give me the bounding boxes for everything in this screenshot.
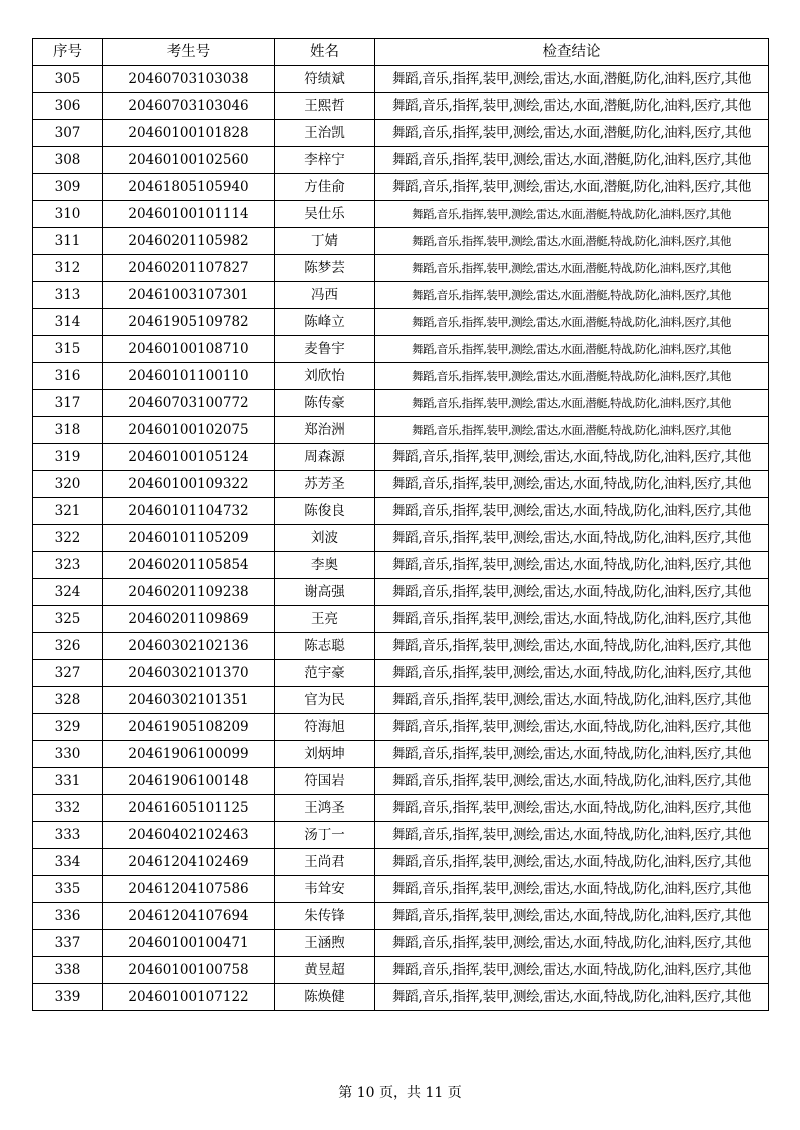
- row-result: 舞蹈,音乐,指挥,装甲,测绘,雷达,水面,潜艇,特战,防化,油料,医疗,其他: [375, 417, 769, 444]
- header-name: 姓名: [275, 39, 375, 66]
- row-exam-id: 20461905108209: [103, 714, 275, 741]
- table-row: [33, 849, 769, 876]
- table-row: [33, 471, 769, 498]
- row-name: 王鸿圣: [275, 795, 375, 822]
- row-exam-id: 20460100100471: [103, 930, 275, 957]
- row-name: 朱传锋: [275, 903, 375, 930]
- table-row: [33, 363, 769, 390]
- row-result: 舞蹈,音乐,指挥,装甲,测绘,雷达,水面,特战,防化,油料,医疗,其他: [375, 444, 769, 471]
- table-row: [33, 174, 769, 201]
- row-no: 314: [33, 309, 103, 336]
- row-exam-id: 20461906100148: [103, 768, 275, 795]
- table-row: [33, 903, 769, 930]
- table-row: [33, 498, 769, 525]
- row-exam-id: 20460703103038: [103, 66, 275, 93]
- row-result: 舞蹈,音乐,指挥,装甲,测绘,雷达,水面,潜艇,防化,油料,医疗,其他: [375, 147, 769, 174]
- row-exam-id: 20460201109238: [103, 579, 275, 606]
- row-result: 舞蹈,音乐,指挥,装甲,测绘,雷达,水面,特战,防化,油料,医疗,其他: [375, 876, 769, 903]
- row-name: 郑治洲: [275, 417, 375, 444]
- row-name: 谢高强: [275, 579, 375, 606]
- row-name: 官为民: [275, 687, 375, 714]
- row-no: 309: [33, 174, 103, 201]
- row-name: 陈传豪: [275, 390, 375, 417]
- table-row: [33, 633, 769, 660]
- row-name: 符海旭: [275, 714, 375, 741]
- row-name: 王治凯: [275, 120, 375, 147]
- row-exam-id: 20460703103046: [103, 93, 275, 120]
- row-result: 舞蹈,音乐,指挥,装甲,测绘,雷达,水面,潜艇,防化,油料,医疗,其他: [375, 174, 769, 201]
- row-result: 舞蹈,音乐,指挥,装甲,测绘,雷达,水面,特战,防化,油料,医疗,其他: [375, 849, 769, 876]
- table-row: [33, 606, 769, 633]
- row-no: 319: [33, 444, 103, 471]
- row-result: 舞蹈,音乐,指挥,装甲,测绘,雷达,水面,特战,防化,油料,医疗,其他: [375, 714, 769, 741]
- row-no: 312: [33, 255, 103, 282]
- row-no: 334: [33, 849, 103, 876]
- row-name: 方佳俞: [275, 174, 375, 201]
- header-exam-id: 考生号: [103, 39, 275, 66]
- row-result: 舞蹈,音乐,指挥,装甲,测绘,雷达,水面,特战,防化,油料,医疗,其他: [375, 903, 769, 930]
- row-name: 王熙哲: [275, 93, 375, 120]
- row-result: 舞蹈,音乐,指挥,装甲,测绘,雷达,水面,特战,防化,油料,医疗,其他: [375, 930, 769, 957]
- table-row: [33, 822, 769, 849]
- row-name: 刘炳坤: [275, 741, 375, 768]
- row-exam-id: 20460100109322: [103, 471, 275, 498]
- row-exam-id: 20460100105124: [103, 444, 275, 471]
- row-exam-id: 20460100101114: [103, 201, 275, 228]
- row-result: 舞蹈,音乐,指挥,装甲,测绘,雷达,水面,潜艇,特战,防化,油料,医疗,其他: [375, 228, 769, 255]
- row-exam-id: 20460101105209: [103, 525, 275, 552]
- table-row: [33, 120, 769, 147]
- row-exam-id: 20461003107301: [103, 282, 275, 309]
- row-result: 舞蹈,音乐,指挥,装甲,测绘,雷达,水面,潜艇,特战,防化,油料,医疗,其他: [375, 336, 769, 363]
- row-no: 339: [33, 984, 103, 1011]
- row-exam-id: 20460100102560: [103, 147, 275, 174]
- row-name: 陈梦芸: [275, 255, 375, 282]
- row-result: 舞蹈,音乐,指挥,装甲,测绘,雷达,水面,潜艇,特战,防化,油料,医疗,其他: [375, 282, 769, 309]
- row-exam-id: 20460402102463: [103, 822, 275, 849]
- row-result: 舞蹈,音乐,指挥,装甲,测绘,雷达,水面,特战,防化,油料,医疗,其他: [375, 606, 769, 633]
- row-result: 舞蹈,音乐,指挥,装甲,测绘,雷达,水面,特战,防化,油料,医疗,其他: [375, 984, 769, 1011]
- row-name: 刘波: [275, 525, 375, 552]
- row-result: 舞蹈,音乐,指挥,装甲,测绘,雷达,水面,潜艇,特战,防化,油料,医疗,其他: [375, 255, 769, 282]
- row-exam-id: 20460100100758: [103, 957, 275, 984]
- row-exam-id: 20460201105854: [103, 552, 275, 579]
- table-row: [33, 228, 769, 255]
- table-row: [33, 876, 769, 903]
- row-no: 336: [33, 903, 103, 930]
- row-no: 330: [33, 741, 103, 768]
- row-no: 318: [33, 417, 103, 444]
- table-row: [33, 930, 769, 957]
- row-no: 317: [33, 390, 103, 417]
- row-name: 王尚君: [275, 849, 375, 876]
- row-name: 吴仕乐: [275, 201, 375, 228]
- row-exam-id: 20460100107122: [103, 984, 275, 1011]
- row-result: 舞蹈,音乐,指挥,装甲,测绘,雷达,水面,特战,防化,油料,医疗,其他: [375, 579, 769, 606]
- row-exam-id: 20460201105982: [103, 228, 275, 255]
- row-exam-id: 20460100102075: [103, 417, 275, 444]
- table-row: [33, 282, 769, 309]
- row-no: 323: [33, 552, 103, 579]
- row-name: 王亮: [275, 606, 375, 633]
- table-row: [33, 66, 769, 93]
- results-table: [32, 38, 769, 1011]
- row-result: 舞蹈,音乐,指挥,装甲,测绘,雷达,水面,特战,防化,油料,医疗,其他: [375, 795, 769, 822]
- table-header-row: [33, 39, 769, 66]
- row-no: 329: [33, 714, 103, 741]
- row-no: 320: [33, 471, 103, 498]
- row-name: 韦耸安: [275, 876, 375, 903]
- row-result: 舞蹈,音乐,指挥,装甲,测绘,雷达,水面,特战,防化,油料,医疗,其他: [375, 660, 769, 687]
- table-row: [33, 336, 769, 363]
- row-exam-id: 20461805105940: [103, 174, 275, 201]
- row-result: 舞蹈,音乐,指挥,装甲,测绘,雷达,水面,潜艇,特战,防化,油料,医疗,其他: [375, 201, 769, 228]
- row-no: 313: [33, 282, 103, 309]
- table-row: [33, 741, 769, 768]
- table-row: [33, 687, 769, 714]
- row-no: 325: [33, 606, 103, 633]
- table-row: [33, 147, 769, 174]
- row-name: 符国岩: [275, 768, 375, 795]
- row-result: 舞蹈,音乐,指挥,装甲,测绘,雷达,水面,潜艇,特战,防化,油料,医疗,其他: [375, 363, 769, 390]
- table-row: [33, 93, 769, 120]
- row-name: 陈焕健: [275, 984, 375, 1011]
- row-no: 315: [33, 336, 103, 363]
- row-no: 327: [33, 660, 103, 687]
- row-result: 舞蹈,音乐,指挥,装甲,测绘,雷达,水面,特战,防化,油料,医疗,其他: [375, 957, 769, 984]
- row-result: 舞蹈,音乐,指挥,装甲,测绘,雷达,水面,潜艇,防化,油料,医疗,其他: [375, 93, 769, 120]
- row-name: 符绩斌: [275, 66, 375, 93]
- row-name: 冯西: [275, 282, 375, 309]
- table-row: [33, 957, 769, 984]
- row-result: 舞蹈,音乐,指挥,装甲,测绘,雷达,水面,特战,防化,油料,医疗,其他: [375, 822, 769, 849]
- row-name: 李奥: [275, 552, 375, 579]
- row-no: 335: [33, 876, 103, 903]
- row-exam-id: 20460302102136: [103, 633, 275, 660]
- row-result: 舞蹈,音乐,指挥,装甲,测绘,雷达,水面,潜艇,防化,油料,医疗,其他: [375, 120, 769, 147]
- row-name: 周森源: [275, 444, 375, 471]
- table-row: [33, 444, 769, 471]
- table-row: [33, 309, 769, 336]
- row-exam-id: 20460201107827: [103, 255, 275, 282]
- row-name: 李梓宁: [275, 147, 375, 174]
- row-exam-id: 20461204107586: [103, 876, 275, 903]
- table-row: [33, 552, 769, 579]
- row-no: 308: [33, 147, 103, 174]
- row-no: 311: [33, 228, 103, 255]
- row-no: 324: [33, 579, 103, 606]
- row-exam-id: 20461906100099: [103, 741, 275, 768]
- row-no: 328: [33, 687, 103, 714]
- row-no: 331: [33, 768, 103, 795]
- row-no: 322: [33, 525, 103, 552]
- row-exam-id: 20461605101125: [103, 795, 275, 822]
- row-no: 332: [33, 795, 103, 822]
- row-no: 337: [33, 930, 103, 957]
- row-no: 321: [33, 498, 103, 525]
- row-exam-id: 20460302101370: [103, 660, 275, 687]
- row-name: 陈峰立: [275, 309, 375, 336]
- row-name: 丁婧: [275, 228, 375, 255]
- row-exam-id: 20461204107694: [103, 903, 275, 930]
- page-footer: 第 10 页，共 11 页: [338, 1085, 462, 1101]
- row-result: 舞蹈,音乐,指挥,装甲,测绘,雷达,水面,潜艇,防化,油料,医疗,其他: [375, 66, 769, 93]
- row-exam-id: 20461204102469: [103, 849, 275, 876]
- header-result: 检查结论: [375, 39, 769, 66]
- row-exam-id: 20460703100772: [103, 390, 275, 417]
- table-row: [33, 255, 769, 282]
- row-exam-id: 20460302101351: [103, 687, 275, 714]
- table-row: [33, 984, 769, 1011]
- row-name: 苏芳圣: [275, 471, 375, 498]
- row-no: 326: [33, 633, 103, 660]
- table-row: [33, 714, 769, 741]
- row-result: 舞蹈,音乐,指挥,装甲,测绘,雷达,水面,特战,防化,油料,医疗,其他: [375, 525, 769, 552]
- row-exam-id: 20460100108710: [103, 336, 275, 363]
- row-result: 舞蹈,音乐,指挥,装甲,测绘,雷达,水面,特战,防化,油料,医疗,其他: [375, 687, 769, 714]
- table-row: [33, 390, 769, 417]
- row-no: 310: [33, 201, 103, 228]
- table-row: [33, 660, 769, 687]
- table-row: [33, 525, 769, 552]
- row-result: 舞蹈,音乐,指挥,装甲,测绘,雷达,水面,特战,防化,油料,医疗,其他: [375, 633, 769, 660]
- row-name: 汤丁一: [275, 822, 375, 849]
- row-exam-id: 20460101104732: [103, 498, 275, 525]
- row-no: 307: [33, 120, 103, 147]
- table-row: [33, 417, 769, 444]
- row-no: 316: [33, 363, 103, 390]
- header-no: 序号: [33, 39, 103, 66]
- row-result: 舞蹈,音乐,指挥,装甲,测绘,雷达,水面,特战,防化,油料,医疗,其他: [375, 741, 769, 768]
- row-result: 舞蹈,音乐,指挥,装甲,测绘,雷达,水面,潜艇,特战,防化,油料,医疗,其他: [375, 309, 769, 336]
- row-result: 舞蹈,音乐,指挥,装甲,测绘,雷达,水面,潜艇,特战,防化,油料,医疗,其他: [375, 390, 769, 417]
- row-no: 305: [33, 66, 103, 93]
- row-name: 麦鲁宇: [275, 336, 375, 363]
- row-name: 刘欣怡: [275, 363, 375, 390]
- row-name: 王涵煦: [275, 930, 375, 957]
- row-result: 舞蹈,音乐,指挥,装甲,测绘,雷达,水面,特战,防化,油料,医疗,其他: [375, 768, 769, 795]
- row-exam-id: 20460201109869: [103, 606, 275, 633]
- row-result: 舞蹈,音乐,指挥,装甲,测绘,雷达,水面,特战,防化,油料,医疗,其他: [375, 552, 769, 579]
- row-name: 陈志聪: [275, 633, 375, 660]
- table-row: [33, 201, 769, 228]
- row-exam-id: 20460101100110: [103, 363, 275, 390]
- row-name: 陈俊良: [275, 498, 375, 525]
- row-no: 306: [33, 93, 103, 120]
- row-no: 338: [33, 957, 103, 984]
- table-row: [33, 795, 769, 822]
- row-exam-id: 20461905109782: [103, 309, 275, 336]
- row-result: 舞蹈,音乐,指挥,装甲,测绘,雷达,水面,特战,防化,油料,医疗,其他: [375, 471, 769, 498]
- row-exam-id: 20460100101828: [103, 120, 275, 147]
- table-row: [33, 579, 769, 606]
- table-row: [33, 768, 769, 795]
- row-no: 333: [33, 822, 103, 849]
- row-result: 舞蹈,音乐,指挥,装甲,测绘,雷达,水面,特战,防化,油料,医疗,其他: [375, 498, 769, 525]
- row-name: 黄昱超: [275, 957, 375, 984]
- row-name: 范宇豪: [275, 660, 375, 687]
